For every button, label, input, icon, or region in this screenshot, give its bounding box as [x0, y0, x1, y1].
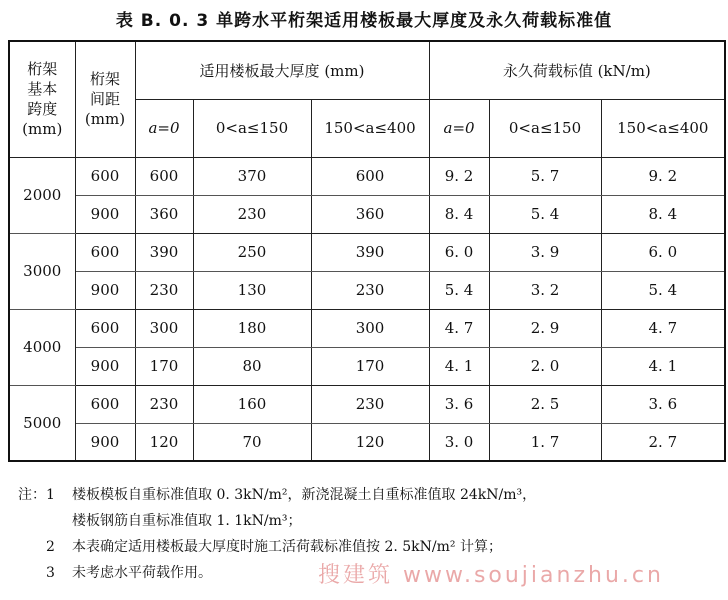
note-number: 1 — [46, 487, 55, 503]
table-cell: 230 — [135, 385, 193, 423]
sub-header: 0<a≤150 — [193, 99, 311, 157]
spacing-header-line: 桁架 — [89, 70, 120, 89]
table-cell: 8. 4 — [601, 195, 725, 233]
sub-header: 0<a≤150 — [489, 99, 601, 157]
table-cell: 2. 0 — [489, 347, 601, 385]
table-cell: 9. 2 — [601, 157, 725, 195]
sub-header: a=0 — [429, 99, 489, 157]
thickness-group-header: 适用楼板最大厚度 (mm) — [135, 41, 429, 99]
table-row — [9, 385, 725, 423]
table-cell: 8. 4 — [429, 195, 489, 233]
table-cell: 230 — [135, 271, 193, 309]
table-cell: 120 — [311, 423, 429, 461]
truss-table — [8, 40, 726, 462]
table-cell: 9. 2 — [429, 157, 489, 195]
table-row — [9, 157, 725, 195]
table-cell: 4. 7 — [601, 309, 725, 347]
table-title: 表 B. 0. 3 单跨水平桁架适用楼板最大厚度及永久荷载标准值 — [115, 11, 613, 31]
sub-header: 150<a≤400 — [601, 99, 725, 157]
span-header-line: 跨度 — [27, 100, 58, 119]
spacing-header — [75, 41, 135, 157]
table-cell: 5. 4 — [429, 271, 489, 309]
span-cell: 4000 — [9, 309, 75, 385]
table-cell: 170 — [135, 347, 193, 385]
table-cell: 900 — [75, 347, 135, 385]
header-row-1 — [9, 41, 725, 99]
table-cell: 6. 0 — [601, 233, 725, 271]
span-cell: 3000 — [9, 233, 75, 309]
note-1-continued — [18, 508, 536, 534]
table-cell: 900 — [75, 423, 135, 461]
note-number: 3 — [46, 565, 55, 581]
span-header-line: 桁架 — [27, 60, 58, 79]
table-cell: 4. 7 — [429, 309, 489, 347]
note-1 — [18, 482, 536, 508]
table-row — [9, 271, 725, 309]
table-cell: 2. 7 — [601, 423, 725, 461]
note-2 — [18, 534, 536, 560]
sub-header: 150<a≤400 — [311, 99, 429, 157]
table-cell: 170 — [311, 347, 429, 385]
note-text: 未考虑水平荷载作用。 — [72, 565, 212, 581]
table-row — [9, 309, 725, 347]
table-cell: 370 — [193, 157, 311, 195]
table-cell: 80 — [193, 347, 311, 385]
table-cell: 3. 0 — [429, 423, 489, 461]
load-group-header: 永久荷载标值 (kN/m) — [429, 41, 725, 99]
table-cell: 120 — [135, 423, 193, 461]
table-row — [9, 195, 725, 233]
table-cell: 360 — [311, 195, 429, 233]
table-cell: 180 — [193, 309, 311, 347]
table-cell: 3. 2 — [489, 271, 601, 309]
span-header-line: (mm) — [22, 120, 63, 139]
note-text: 楼板钢筋自重标准值取 1. 1kN/m³； — [72, 513, 302, 529]
table-cell: 1. 7 — [489, 423, 601, 461]
span-cell: 2000 — [9, 157, 75, 233]
table-cell: 600 — [75, 309, 135, 347]
table-row — [9, 347, 725, 385]
table-cell: 6. 0 — [429, 233, 489, 271]
note-text: 楼板模板自重标准值取 0. 3kN/m²，新浇混凝土自重标准值取 24kN/m³， — [72, 487, 537, 503]
sub-header: a=0 — [135, 99, 193, 157]
span-header-line: 基本 — [27, 80, 58, 99]
spacing-header-line: (mm) — [84, 110, 126, 129]
span-header — [9, 41, 75, 157]
table-cell: 600 — [311, 157, 429, 195]
table-cell: 5. 4 — [489, 195, 601, 233]
table-cell: 4. 1 — [429, 347, 489, 385]
table-cell: 600 — [75, 385, 135, 423]
table-cell: 230 — [311, 385, 429, 423]
table-cell: 230 — [311, 271, 429, 309]
table-cell: 900 — [75, 271, 135, 309]
spacing-header-line: 间距 — [89, 90, 120, 109]
table-cell: 3. 9 — [489, 233, 601, 271]
table-cell: 70 — [193, 423, 311, 461]
span-cell: 5000 — [9, 385, 75, 461]
table-cell: 900 — [75, 195, 135, 233]
table-cell: 390 — [135, 233, 193, 271]
table-cell: 300 — [311, 309, 429, 347]
table-cell: 250 — [193, 233, 311, 271]
table-cell: 3. 6 — [429, 385, 489, 423]
table-cell: 5. 7 — [489, 157, 601, 195]
table-cell: 3. 6 — [601, 385, 725, 423]
note-number: 2 — [46, 539, 55, 555]
table-cell: 2. 9 — [489, 309, 601, 347]
table-cell: 2. 5 — [489, 385, 601, 423]
table-cell: 160 — [193, 385, 311, 423]
table-cell: 5. 4 — [601, 271, 725, 309]
table-cell: 600 — [135, 157, 193, 195]
note-text: 本表确定适用楼板最大厚度时施工活荷载标准值按 2. 5kN/m² 计算； — [72, 539, 502, 555]
table-cell: 390 — [311, 233, 429, 271]
table-cell: 600 — [75, 157, 135, 195]
table-cell: 130 — [193, 271, 311, 309]
table-row — [9, 233, 725, 271]
table-cell: 600 — [75, 233, 135, 271]
table-cell: 4. 1 — [601, 347, 725, 385]
table-row — [9, 423, 725, 461]
notes-prefix: 注： — [18, 487, 46, 503]
table-cell: 360 — [135, 195, 193, 233]
watermark: 搜建筑 www.soujianzhu.cn — [318, 563, 664, 588]
table-cell: 230 — [193, 195, 311, 233]
table-cell: 300 — [135, 309, 193, 347]
